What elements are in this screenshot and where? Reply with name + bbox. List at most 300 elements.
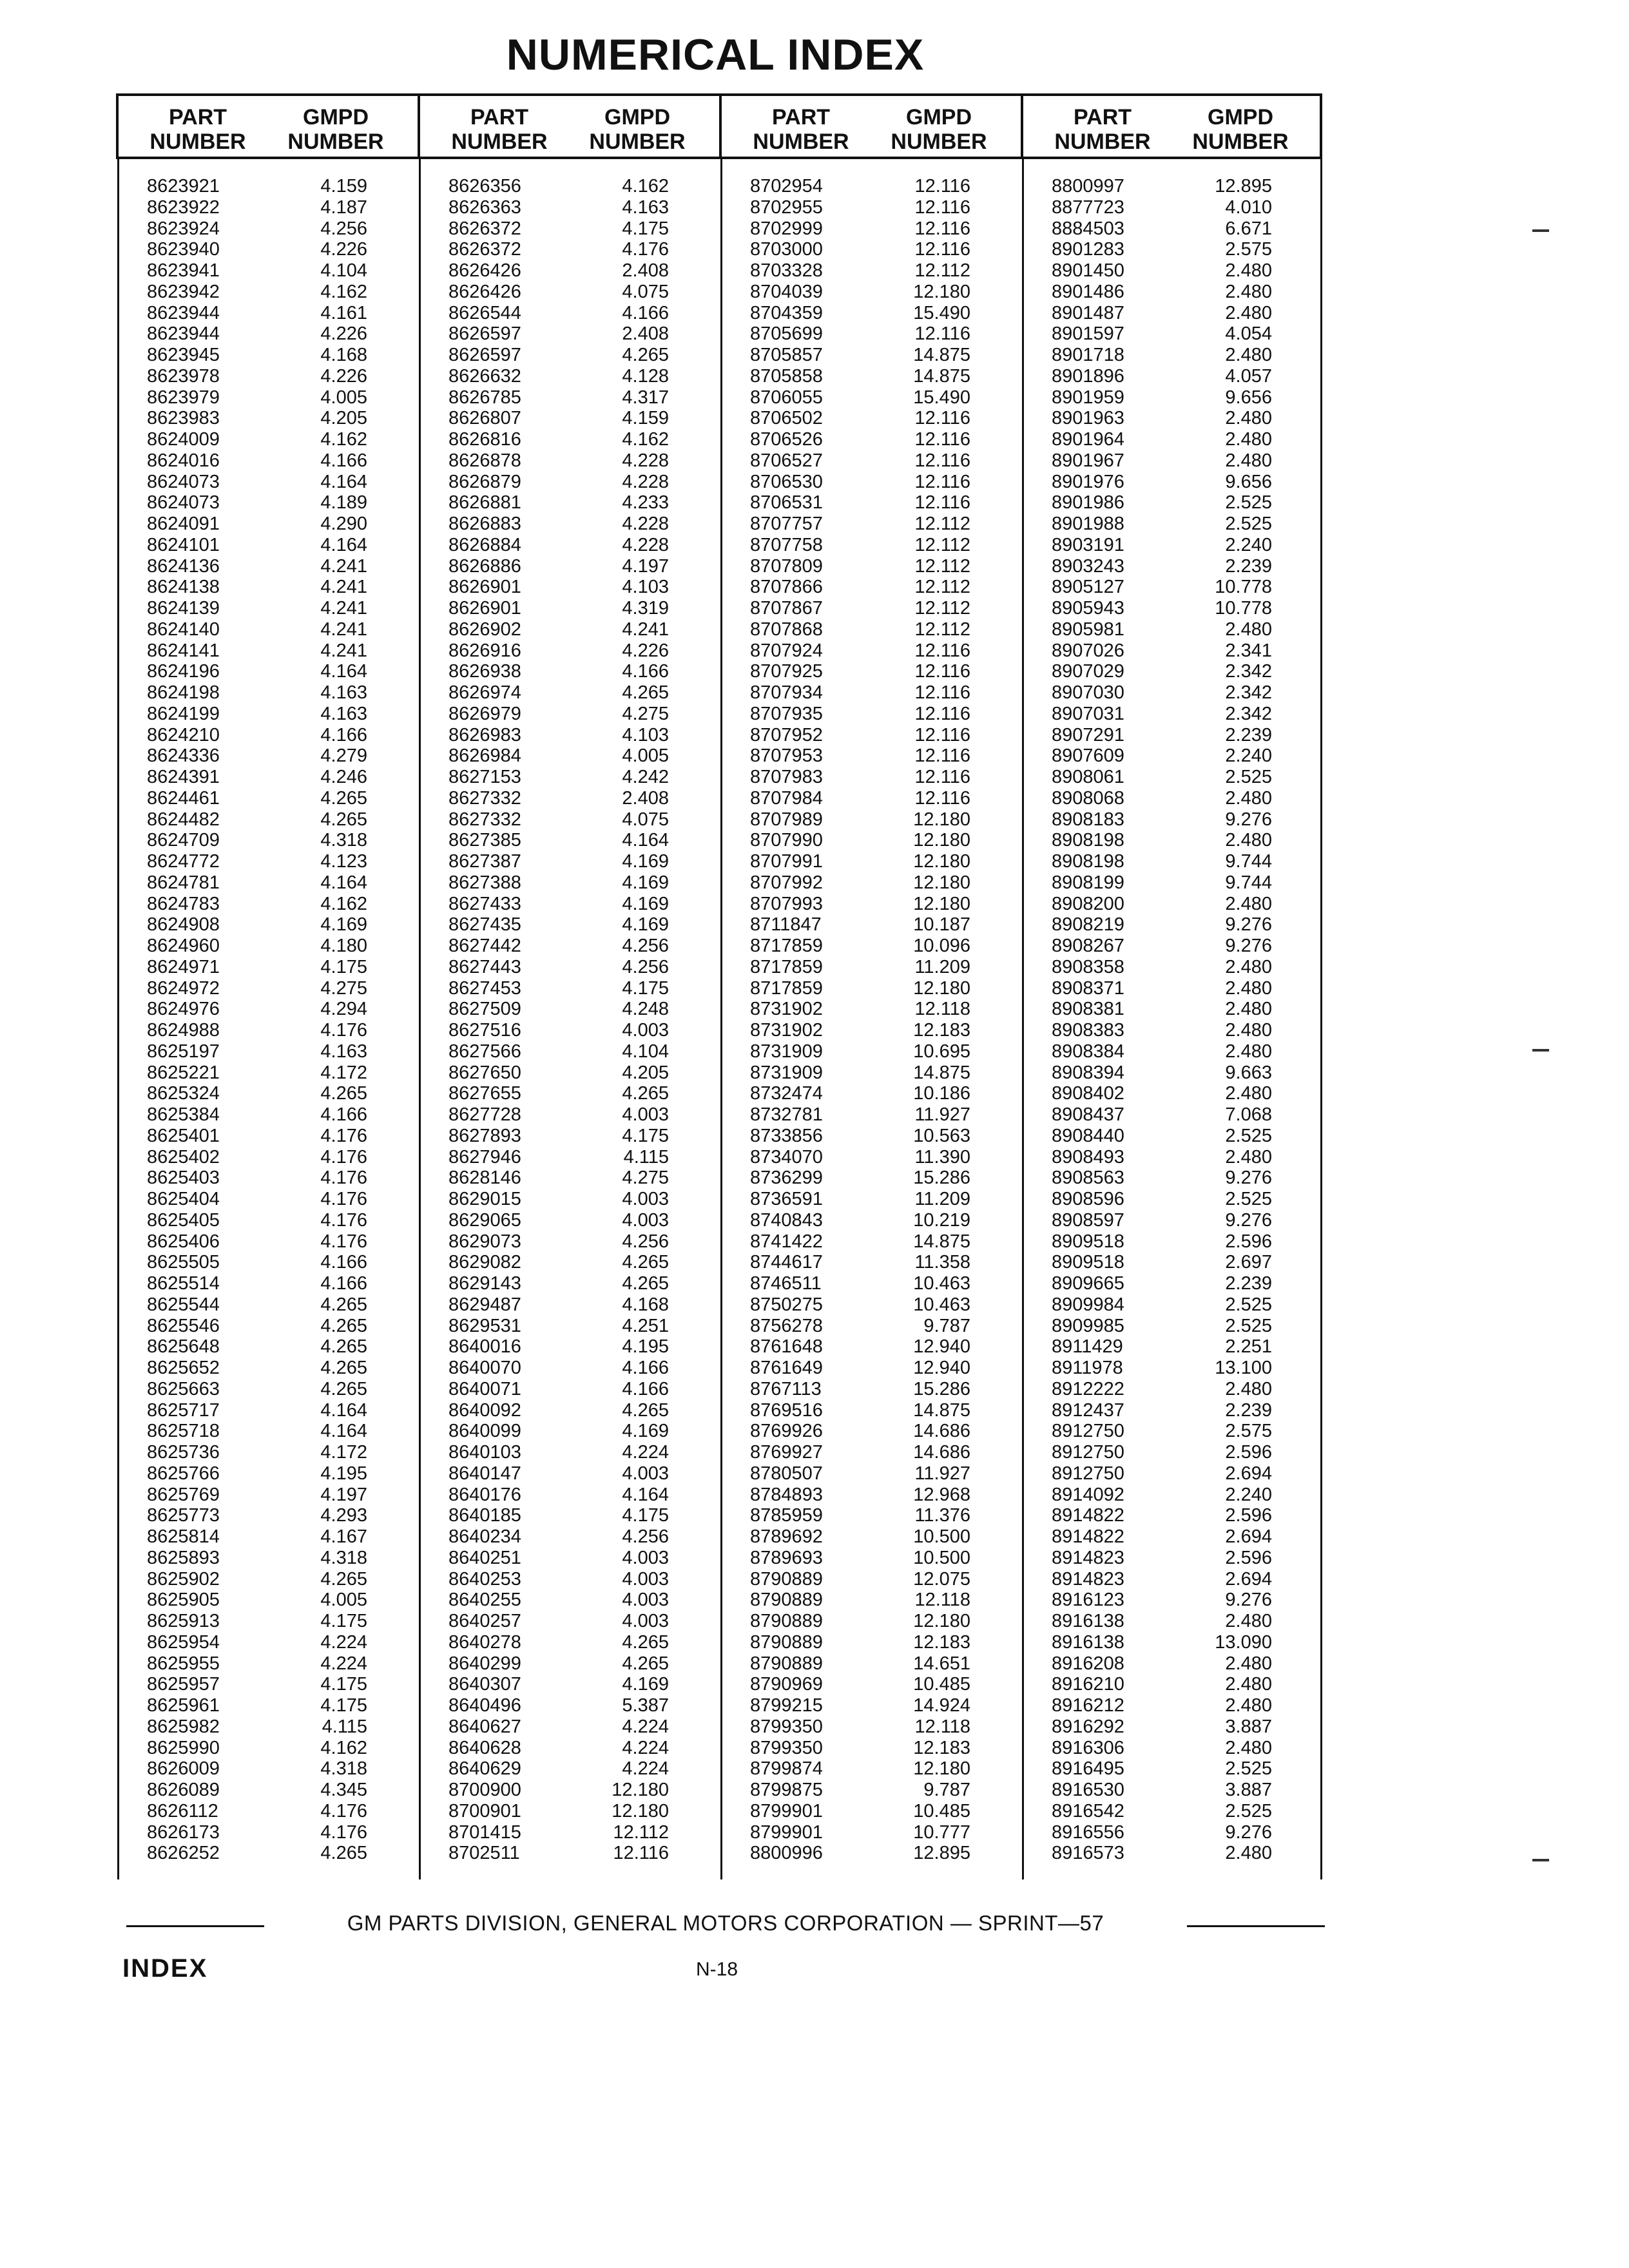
index-row bbox=[418, 1316, 719, 1337]
gmpd-number: 4.176 bbox=[320, 1189, 367, 1209]
gmpd-number: 4.162 bbox=[320, 281, 367, 302]
part-number: 8707757 bbox=[750, 514, 823, 534]
index-row bbox=[418, 1674, 719, 1695]
gmpd-number: 4.164 bbox=[320, 872, 367, 893]
gmpd-number: 2.480 bbox=[1225, 1041, 1272, 1062]
gmpd-number: 10.219 bbox=[913, 1209, 970, 1231]
gmpd-number: 2.480 bbox=[1225, 830, 1272, 851]
part-number: 8624136 bbox=[147, 555, 220, 577]
index-row bbox=[116, 1379, 418, 1400]
index-row bbox=[1021, 366, 1322, 387]
part-number: 8640071 bbox=[448, 1378, 521, 1399]
part-number: 8750275 bbox=[750, 1294, 823, 1315]
gmpd-number: 4.169 bbox=[622, 1421, 669, 1442]
part-number: 8624210 bbox=[147, 724, 220, 745]
part-number: 8624336 bbox=[147, 745, 220, 767]
gmpd-number: 14.875 bbox=[913, 365, 970, 387]
gmpd-number: 4.176 bbox=[320, 1800, 367, 1821]
part-number: 8627433 bbox=[448, 893, 521, 914]
index-row bbox=[1021, 1041, 1322, 1062]
index-row bbox=[116, 1083, 418, 1104]
gmpd-number: 2.480 bbox=[1225, 1611, 1272, 1631]
index-row bbox=[1021, 894, 1322, 915]
gmpd-number: 4.176 bbox=[622, 239, 669, 260]
index-row bbox=[418, 999, 719, 1020]
gmpd-number: 2.525 bbox=[1225, 1189, 1272, 1209]
index-row bbox=[719, 1674, 1021, 1695]
part-number: 8627388 bbox=[448, 872, 521, 893]
part-number: 8901283 bbox=[1052, 239, 1124, 260]
column-rows-3 bbox=[719, 176, 1021, 1864]
gmpd-number: 4.246 bbox=[320, 767, 367, 787]
index-row bbox=[719, 1358, 1021, 1379]
gmpd-number: 4.162 bbox=[320, 893, 367, 914]
gmpd-number: 4.057 bbox=[1225, 365, 1272, 387]
gmpd-number: 4.345 bbox=[320, 1780, 367, 1800]
gmpd-number: 4.293 bbox=[320, 1505, 367, 1526]
index-row bbox=[719, 450, 1021, 472]
part-number: 8799350 bbox=[750, 1716, 823, 1737]
part-number: 8799901 bbox=[750, 1800, 823, 1821]
part-number: 8916306 bbox=[1052, 1737, 1124, 1758]
gmpd-number: 4.003 bbox=[622, 1020, 669, 1041]
column-rows-1 bbox=[116, 176, 418, 1864]
part-number: 8625957 bbox=[147, 1674, 220, 1695]
gmpd-number: 12.180 bbox=[913, 872, 970, 893]
index-row bbox=[116, 1485, 418, 1506]
part-number: 8908371 bbox=[1052, 977, 1124, 999]
index-row bbox=[1021, 492, 1322, 514]
gmpd-number: 12.180 bbox=[913, 1758, 970, 1780]
gmpd-number: 12.180 bbox=[913, 977, 970, 999]
part-number: 8905981 bbox=[1052, 619, 1124, 640]
index-row bbox=[719, 851, 1021, 872]
gmpd-number: 4.256 bbox=[622, 936, 669, 956]
gmpd-number: 4.169 bbox=[622, 1674, 669, 1695]
gmpd-number: 12.180 bbox=[913, 893, 970, 914]
index-row bbox=[418, 704, 719, 725]
part-number: 8626938 bbox=[448, 661, 521, 682]
index-row bbox=[1021, 514, 1322, 535]
gmpd-number: 2.596 bbox=[1225, 1547, 1272, 1568]
index-row bbox=[116, 1316, 418, 1337]
part-number: 8625961 bbox=[147, 1695, 220, 1716]
index-row bbox=[418, 1294, 719, 1316]
gmpd-number: 4.265 bbox=[320, 1083, 367, 1104]
index-row bbox=[1021, 282, 1322, 303]
index-row bbox=[418, 1252, 719, 1273]
index-row bbox=[719, 197, 1021, 218]
part-number: 8624482 bbox=[147, 809, 220, 830]
index-row bbox=[719, 957, 1021, 978]
index-row bbox=[116, 704, 418, 725]
index-row bbox=[418, 408, 719, 429]
part-number: 8626878 bbox=[448, 450, 521, 471]
index-row bbox=[116, 936, 418, 957]
gmpd-number: 4.115 bbox=[623, 1146, 669, 1168]
gmpd-number: 4.317 bbox=[622, 387, 669, 408]
part-number: 8625652 bbox=[147, 1358, 220, 1378]
index-row bbox=[418, 1147, 719, 1168]
part-number: 8734070 bbox=[750, 1146, 823, 1168]
gmpd-number: 12.183 bbox=[913, 1631, 970, 1653]
index-row bbox=[719, 387, 1021, 408]
part-number: 8731909 bbox=[750, 1062, 823, 1083]
margin-mark bbox=[1532, 1859, 1549, 1861]
part-number: 8908597 bbox=[1052, 1209, 1124, 1231]
index-row bbox=[719, 682, 1021, 704]
part-number: 8703328 bbox=[750, 260, 823, 281]
gmpd-number: 4.226 bbox=[622, 640, 669, 661]
index-row bbox=[1021, 387, 1322, 408]
gmpd-number: 4.241 bbox=[320, 619, 367, 640]
gmpd-number: 4.163 bbox=[320, 682, 367, 703]
gmpd-number: 4.205 bbox=[622, 1062, 669, 1083]
index-row bbox=[719, 704, 1021, 725]
index-row bbox=[1021, 1632, 1322, 1653]
gmpd-number: 4.265 bbox=[320, 1378, 367, 1399]
gmpd-number: 4.164 bbox=[320, 1421, 367, 1442]
index-row bbox=[116, 472, 418, 493]
column-header-3 bbox=[719, 93, 1021, 159]
column-header-1 bbox=[116, 93, 418, 159]
part-number: 8625769 bbox=[147, 1484, 220, 1505]
part-number: 8732474 bbox=[750, 1083, 823, 1104]
part-number: 8908199 bbox=[1052, 872, 1124, 893]
index-row bbox=[116, 176, 418, 197]
index-row bbox=[719, 1231, 1021, 1253]
index-row bbox=[719, 661, 1021, 682]
part-number: 8624976 bbox=[147, 999, 220, 1020]
gmpd-number: 12.180 bbox=[913, 830, 970, 851]
index-row bbox=[719, 345, 1021, 366]
part-number: 8625505 bbox=[147, 1252, 220, 1273]
gmpd-number: 2.694 bbox=[1225, 1526, 1272, 1547]
index-row bbox=[116, 1358, 418, 1379]
part-number: 8731902 bbox=[750, 1020, 823, 1041]
index-row bbox=[418, 472, 719, 493]
gmpd-number: 4.265 bbox=[622, 1399, 669, 1421]
part-number: 8908383 bbox=[1052, 1020, 1124, 1041]
part-number: 8707866 bbox=[750, 577, 823, 598]
index-row bbox=[1021, 429, 1322, 450]
index-row bbox=[418, 598, 719, 619]
page-number: N-18 bbox=[696, 1959, 738, 1980]
index-row bbox=[418, 936, 719, 957]
gmpd-number: 4.205 bbox=[320, 408, 367, 429]
index-row bbox=[116, 1632, 418, 1653]
index-row bbox=[116, 1273, 418, 1294]
index-row bbox=[418, 661, 719, 682]
index-row bbox=[719, 1379, 1021, 1400]
part-number: 8907030 bbox=[1052, 682, 1124, 703]
part-number: 8624198 bbox=[147, 682, 220, 703]
part-number: 8626883 bbox=[448, 514, 521, 534]
part-number: 8627153 bbox=[448, 767, 521, 787]
gmpd-number: 4.166 bbox=[622, 1378, 669, 1399]
index-row bbox=[1021, 176, 1322, 197]
part-number: 8625404 bbox=[147, 1189, 220, 1209]
index-row bbox=[116, 408, 418, 429]
index-row bbox=[116, 239, 418, 260]
part-number: 8884503 bbox=[1052, 218, 1124, 239]
gmpd-number: 4.166 bbox=[320, 1273, 367, 1294]
gmpd-number: 4.168 bbox=[622, 1294, 669, 1315]
part-number: 8707758 bbox=[750, 534, 823, 555]
gmpd-number: 4.265 bbox=[320, 1294, 367, 1315]
gmpd-number: 4.159 bbox=[320, 176, 367, 197]
part-number: 8785959 bbox=[750, 1505, 823, 1526]
index-row bbox=[418, 725, 719, 746]
part-number: 8700900 bbox=[448, 1780, 521, 1800]
part-number: 8767113 bbox=[750, 1378, 822, 1399]
gmpd-number: 9.276 bbox=[1225, 1590, 1272, 1611]
index-row bbox=[719, 1421, 1021, 1442]
index-row bbox=[1021, 725, 1322, 746]
column-rows-4 bbox=[1021, 176, 1322, 1864]
gmpd-number: 4.166 bbox=[320, 450, 367, 471]
gmpd-number: 9.656 bbox=[1225, 387, 1272, 408]
gmpd-number: 4.294 bbox=[320, 999, 367, 1020]
gmpd-number: 10.778 bbox=[1215, 598, 1272, 619]
part-number: 8640185 bbox=[448, 1505, 521, 1526]
index-row bbox=[116, 1104, 418, 1126]
gmpd-number: 4.175 bbox=[622, 1505, 669, 1526]
index-row bbox=[1021, 978, 1322, 999]
part-number: 8908440 bbox=[1052, 1125, 1124, 1146]
gmpd-number: 4.005 bbox=[622, 745, 669, 767]
part-number: 8732781 bbox=[750, 1104, 823, 1125]
part-number: 8625324 bbox=[147, 1083, 220, 1104]
index-row bbox=[418, 767, 719, 788]
part-number: 8916573 bbox=[1052, 1843, 1124, 1864]
gmpd-number: 11.358 bbox=[914, 1252, 970, 1273]
gmpd-number: 4.265 bbox=[622, 1273, 669, 1294]
part-number: 8707984 bbox=[750, 787, 823, 809]
part-number: 8761648 bbox=[750, 1336, 823, 1358]
gmpd-number: 2.480 bbox=[1225, 893, 1272, 914]
part-number: 8624016 bbox=[147, 450, 220, 471]
index-row bbox=[116, 619, 418, 640]
gmpd-number: 12.112 bbox=[914, 555, 970, 577]
part-number: 8625405 bbox=[147, 1209, 220, 1231]
part-number: 8912750 bbox=[1052, 1463, 1124, 1484]
gmpd-number: 12.112 bbox=[914, 534, 970, 555]
index-row bbox=[719, 1252, 1021, 1273]
gmpd-number: 2.525 bbox=[1225, 1315, 1272, 1336]
index-row bbox=[418, 1336, 719, 1358]
gmpd-number: 12.183 bbox=[913, 1737, 970, 1758]
part-number: 8740843 bbox=[750, 1209, 823, 1231]
index-row bbox=[418, 577, 719, 598]
part-number: 8909665 bbox=[1052, 1273, 1124, 1294]
part-number: 8629082 bbox=[448, 1252, 521, 1273]
part-number: 8916138 bbox=[1052, 1631, 1124, 1653]
index-row bbox=[116, 809, 418, 831]
gmpd-number: 2.341 bbox=[1225, 640, 1272, 661]
gmpd-number: 12.118 bbox=[914, 1716, 970, 1737]
gmpd-number: 12.180 bbox=[612, 1780, 669, 1800]
part-number: 8640627 bbox=[448, 1716, 521, 1737]
gmpd-number: 4.265 bbox=[320, 1315, 367, 1336]
index-row bbox=[1021, 619, 1322, 640]
gmpd-number: 4.319 bbox=[622, 598, 669, 619]
part-number: 8626916 bbox=[448, 640, 521, 661]
part-number: 8733856 bbox=[750, 1125, 823, 1146]
part-number: 8626785 bbox=[448, 387, 521, 408]
index-row bbox=[418, 682, 719, 704]
part-number: 8705699 bbox=[750, 323, 823, 345]
part-number: 8627893 bbox=[448, 1125, 521, 1146]
index-row bbox=[719, 1400, 1021, 1421]
gmpd-number: 9.276 bbox=[1225, 1168, 1272, 1189]
gmpd-number: 14.875 bbox=[913, 1231, 970, 1252]
part-number: 8624971 bbox=[147, 956, 220, 977]
index-row bbox=[719, 1548, 1021, 1569]
part-number: 8623941 bbox=[147, 260, 220, 281]
part-number: 8626979 bbox=[448, 703, 521, 724]
index-row bbox=[116, 1569, 418, 1590]
part-number: 8707993 bbox=[750, 893, 823, 914]
index-row bbox=[719, 598, 1021, 619]
index-row bbox=[116, 894, 418, 915]
part-number: 8800996 bbox=[750, 1843, 823, 1864]
index-row bbox=[116, 492, 418, 514]
gmpd-number: 2.480 bbox=[1225, 999, 1272, 1020]
index-row bbox=[418, 1358, 719, 1379]
gmpd-number: 12.183 bbox=[913, 1020, 970, 1041]
part-number: 8627946 bbox=[448, 1146, 521, 1168]
index-row bbox=[1021, 851, 1322, 872]
gmpd-number: 12.180 bbox=[913, 809, 970, 830]
part-number: 8629531 bbox=[448, 1315, 521, 1336]
index-row bbox=[418, 1041, 719, 1062]
index-row bbox=[1021, 1294, 1322, 1316]
gmpd-number: 4.265 bbox=[320, 787, 367, 809]
index-row bbox=[116, 1463, 418, 1485]
gmpd-number: 4.275 bbox=[622, 703, 669, 724]
part-number: 8706526 bbox=[750, 429, 823, 450]
index-row bbox=[116, 745, 418, 767]
part-number: 8901718 bbox=[1052, 345, 1124, 365]
part-number: 8761649 bbox=[750, 1358, 823, 1378]
part-number: 8626984 bbox=[448, 745, 521, 767]
gmpd-number: 3.887 bbox=[1225, 1780, 1272, 1800]
gmpd-number: 12.112 bbox=[613, 1821, 669, 1843]
index-row bbox=[116, 1505, 418, 1526]
gmpd-number: 4.166 bbox=[622, 661, 669, 682]
gmpd-number: 4.164 bbox=[622, 1484, 669, 1505]
index-row bbox=[1021, 704, 1322, 725]
index-row bbox=[719, 408, 1021, 429]
gmpd-number: 15.286 bbox=[913, 1378, 970, 1399]
gmpd-number: 9.276 bbox=[1225, 936, 1272, 956]
page-footer bbox=[126, 1911, 1325, 1950]
index-row bbox=[418, 1231, 719, 1253]
part-number: 8624140 bbox=[147, 619, 220, 640]
gmpd-number: 2.239 bbox=[1225, 1399, 1272, 1421]
gmpd-number: 10.500 bbox=[913, 1526, 970, 1547]
gmpd-number: 4.169 bbox=[622, 914, 669, 936]
index-row bbox=[418, 366, 719, 387]
index-row bbox=[116, 282, 418, 303]
part-number: 8624709 bbox=[147, 830, 220, 851]
gmpd-number: 4.318 bbox=[320, 1547, 367, 1568]
part-number: 8627332 bbox=[448, 787, 521, 809]
part-number: 8627728 bbox=[448, 1104, 521, 1125]
index-row bbox=[116, 1168, 418, 1189]
gmpd-number: 2.480 bbox=[1225, 429, 1272, 450]
gmpd-number: 7.068 bbox=[1225, 1104, 1272, 1125]
part-number: 8707867 bbox=[750, 598, 823, 619]
part-number: 8625955 bbox=[147, 1653, 220, 1674]
part-number: 8625384 bbox=[147, 1104, 220, 1125]
index-row bbox=[418, 1738, 719, 1759]
gmpd-number: 12.116 bbox=[914, 408, 970, 429]
index-row bbox=[116, 914, 418, 936]
gmpd-number: 4.256 bbox=[320, 218, 367, 239]
part-number: 8626544 bbox=[448, 302, 521, 323]
index-row bbox=[719, 1632, 1021, 1653]
index-row bbox=[1021, 1168, 1322, 1189]
part-number: 8914822 bbox=[1052, 1505, 1124, 1526]
index-row bbox=[1021, 1273, 1322, 1294]
part-number: 8624783 bbox=[147, 893, 220, 914]
gmpd-number: 10.777 bbox=[913, 1821, 970, 1843]
gmpd-number: 4.172 bbox=[320, 1442, 367, 1463]
gmpd-number: 2.480 bbox=[1225, 1146, 1272, 1168]
part-number: 8623979 bbox=[147, 387, 220, 408]
gmpd-number: 4.290 bbox=[320, 514, 367, 534]
gmpd-number: 9.663 bbox=[1225, 1062, 1272, 1083]
part-number: 8625893 bbox=[147, 1547, 220, 1568]
part-number: 8625717 bbox=[147, 1399, 220, 1421]
part-number: 8707989 bbox=[750, 809, 823, 830]
index-row bbox=[116, 387, 418, 408]
index-row bbox=[418, 1653, 719, 1675]
index-row bbox=[116, 1147, 418, 1168]
gmpd-number: 4.224 bbox=[622, 1758, 669, 1780]
gmpd-number: 2.525 bbox=[1225, 492, 1272, 514]
part-number: 8623983 bbox=[147, 408, 220, 429]
index-row bbox=[1021, 830, 1322, 851]
index-row bbox=[418, 830, 719, 851]
gmpd-number: 2.251 bbox=[1225, 1336, 1272, 1358]
gmpd-number: 2.240 bbox=[1225, 534, 1272, 555]
index-row bbox=[418, 1189, 719, 1210]
gmpd-number: 4.195 bbox=[320, 1463, 367, 1484]
index-row bbox=[719, 1316, 1021, 1337]
header-part-number: PART NUMBER bbox=[1054, 105, 1151, 154]
index-row bbox=[719, 1336, 1021, 1358]
gmpd-number: 2.480 bbox=[1225, 450, 1272, 471]
index-row bbox=[116, 1336, 418, 1358]
index-row bbox=[116, 366, 418, 387]
part-number: 8901486 bbox=[1052, 281, 1124, 302]
gmpd-number: 13.100 bbox=[1215, 1358, 1272, 1378]
part-number: 8623945 bbox=[147, 345, 220, 365]
part-number: 8746511 bbox=[750, 1273, 822, 1294]
gmpd-number: 4.187 bbox=[320, 197, 367, 218]
index-row bbox=[418, 1083, 719, 1104]
index-row bbox=[116, 999, 418, 1020]
index-row bbox=[719, 1526, 1021, 1548]
part-number: 8901896 bbox=[1052, 365, 1124, 387]
part-number: 8901963 bbox=[1052, 408, 1124, 429]
gmpd-number: 4.241 bbox=[320, 577, 367, 598]
index-row bbox=[418, 788, 719, 809]
index-row bbox=[719, 323, 1021, 345]
